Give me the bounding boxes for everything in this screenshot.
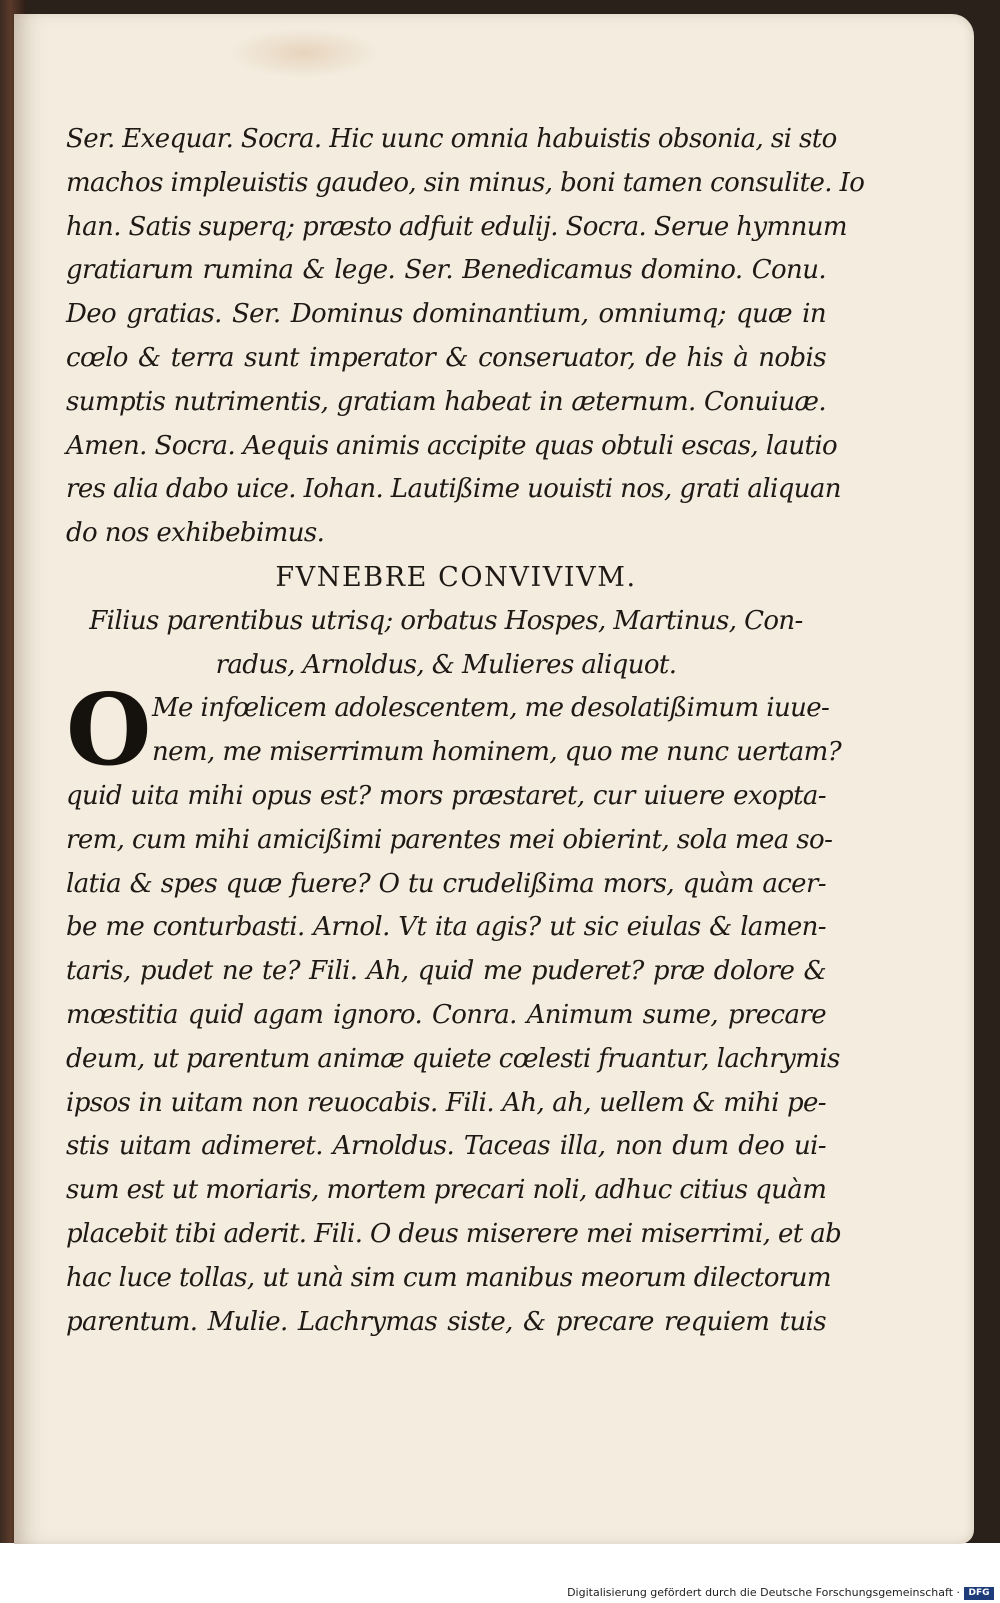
text-line: Amen. Socra. Aequis animis accipite quas obtuli escas, lautio	[66, 430, 838, 461]
page-stain	[229, 28, 379, 78]
text-line: nem, me miserrimum hominem, quo me nunc uertam?	[152, 737, 842, 768]
dfg-logo: DFG	[964, 1587, 994, 1600]
text-line: Ser. Exequar. Socra. Hic uunc omnia habuistis obsonia, si sto	[66, 124, 837, 154]
text-line: latia & spes quæ fuere? O tu crudelißima mors, quàm acer-	[66, 868, 826, 899]
initial-block	[66, 673, 842, 789]
text-line: machos impleuistis gaudeo, sin minus, boni tamen consulite. Io	[66, 167, 865, 198]
text-line: sumptis nutrimentis, gratiam habeat in æternum. Conuiuæ.	[66, 386, 826, 417]
text-line: Me infœlicem adolescentem, me desolatißimum iuue-	[152, 693, 830, 724]
text-line: han. Satis superq; præsto adfuit edulij. Socra. Serue hymnum	[66, 211, 847, 242]
section-subtitle: radus, Arnoldus, & Mulieres aliquot.	[215, 649, 677, 680]
section-subtitle: Filius parentibus utrisq; orbatus Hospes, Martinus, Con-	[89, 605, 803, 636]
text-line: be me conturbasti. Arnol. Vt ita agis? ut sic eiulas & lamen-	[66, 912, 826, 943]
text-line: quid uita mihi opus est? mors præstaret, cur uiuere exopta-	[66, 780, 826, 811]
text-line: sum est ut moriaris, mortem precari noli, adhuc citius quàm	[66, 1175, 827, 1206]
text-line: mœstitia quid agam ignoro. Conra. Animum sume, precare	[66, 999, 826, 1030]
text-line: taris, pudet ne te? Fili. Ah, quid me puderet? præ dolore &	[66, 956, 826, 987]
drop-capital: O	[66, 673, 151, 789]
text-line: cœlo & terra sunt imperator & conseruator, de his à nobis	[66, 342, 826, 373]
text-line: res alia dabo uice. Iohan. Lautißime uouisti nos, grati aliquan	[66, 474, 841, 505]
digitization-credit: Digitalisierung gefördert durch die Deutsche Forschungsgemeinschaft ·	[567, 1586, 960, 1599]
text-line: parentum. Mulie. Lachrymas siste, & precare requiem tuis	[66, 1306, 826, 1337]
text-line: rem, cum mihi amicißimi parentes mei obierint, sola mea so-	[66, 824, 833, 855]
text-line: gratiarum rumina & lege. Ser. Benedicamus domino. Conu.	[66, 255, 826, 286]
text-line: do nos exhibebimus.	[66, 518, 325, 549]
text-line: placebit tibi aderit. Fili. O deus miserere mei miserrimi, et ab	[66, 1218, 842, 1249]
text-line: ipsos in uitam non reuocabis. Fili. Ah, ah, uellem & mihi pe-	[66, 1087, 826, 1118]
text-line: hac luce tollas, ut unà sim cum manibus meorum dilectorum	[66, 1262, 831, 1293]
text-line: Deo gratias. Ser. Dominus dominantium, omniumq; quæ in	[66, 299, 826, 330]
text-line: deum, ut parentum animæ quiete cœlesti fruantur, lachrymis	[66, 1043, 840, 1074]
text-line: stis uitam adimeret. Arnoldus. Taceas illa, non dum deo ui-	[66, 1131, 826, 1162]
page-text	[66, 118, 865, 1344]
section-heading: FVNEBRE CONVIVIVM.	[275, 561, 637, 593]
